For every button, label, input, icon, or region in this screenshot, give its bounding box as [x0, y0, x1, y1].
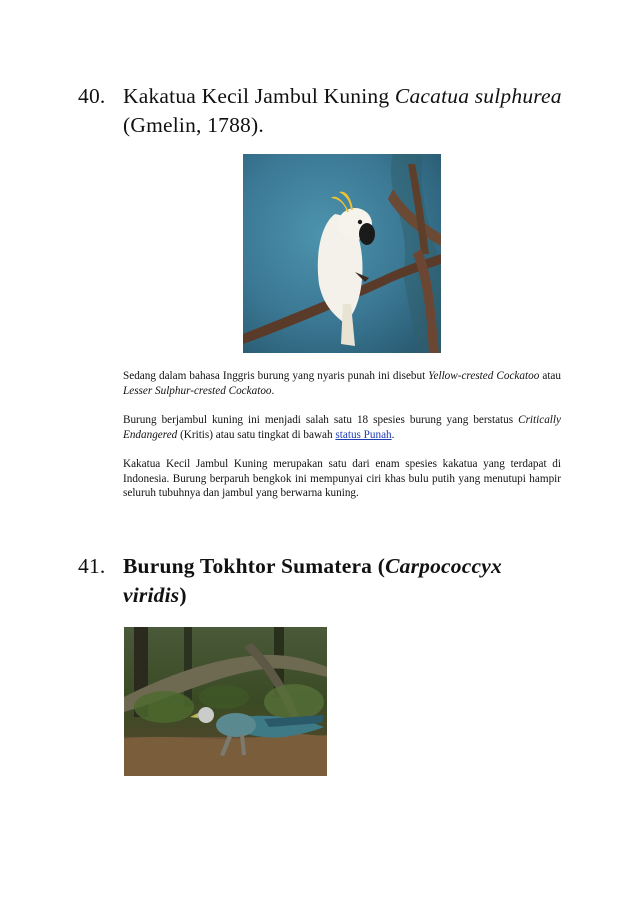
paragraph-text: Burung berjambul kuning ini menjadi salah satu 18 spesies burung yang berstatus — [123, 414, 519, 426]
entry-40-title — [123, 82, 563, 140]
entry-41-number: 41. — [78, 554, 106, 578]
entry-40-paragraph-3 — [123, 457, 561, 501]
entry-41-title — [123, 552, 563, 610]
entry-40-authority: (Gmelin, 1788). — [123, 113, 264, 137]
entry-40-number: 40. — [78, 84, 106, 108]
cockatoo-photo — [243, 154, 441, 353]
open-paren: ( — [377, 554, 386, 578]
paragraph-text: (Kritis) atau satu tingkat di bawah — [177, 428, 336, 441]
paragraph-italic-term: Critically Endangered — [123, 414, 561, 441]
paragraph-text: . — [391, 428, 395, 441]
close-paren: ) — [179, 583, 187, 607]
ground-cuckoo-photo — [124, 627, 327, 776]
entry-41-scientific-name: Carpococcyx viridis — [123, 554, 502, 607]
paragraph-text: atau — [539, 370, 561, 382]
entry-40-common-name: Kakatua Kecil Jambul Kuning — [123, 84, 390, 108]
entry-40-paragraph-1 — [123, 369, 561, 398]
paragraph-italic-term: Lesser Sulphur-crested Cockatoo — [123, 384, 272, 397]
entry-40-scientific-name: Cacatua sulphurea — [394, 84, 562, 108]
paragraph-text: Sedang dalam bahasa Inggris burung yang nyaris punah ini disebut — [123, 370, 429, 382]
status-punah-link[interactable]: status Punah — [335, 428, 392, 441]
paragraph-text: . — [271, 384, 275, 397]
paragraph-text: Kakatua Kecil Jambul Kuning merupakan satu dari enam spesies kakatua yang terdapat di Indonesia. Burung berparuh bengkok ini mempunyai ciri khas bulu putih yang menutupi hampir seluruh tubuhnya dan jambul yang berwarna kuning. — [123, 458, 561, 499]
entry-41-common-name: Burung Tokhtor Sumatera — [123, 554, 373, 578]
entry-40-paragraph-2 — [123, 413, 561, 442]
paragraph-italic-term: Yellow-crested Cockatoo — [428, 370, 540, 382]
